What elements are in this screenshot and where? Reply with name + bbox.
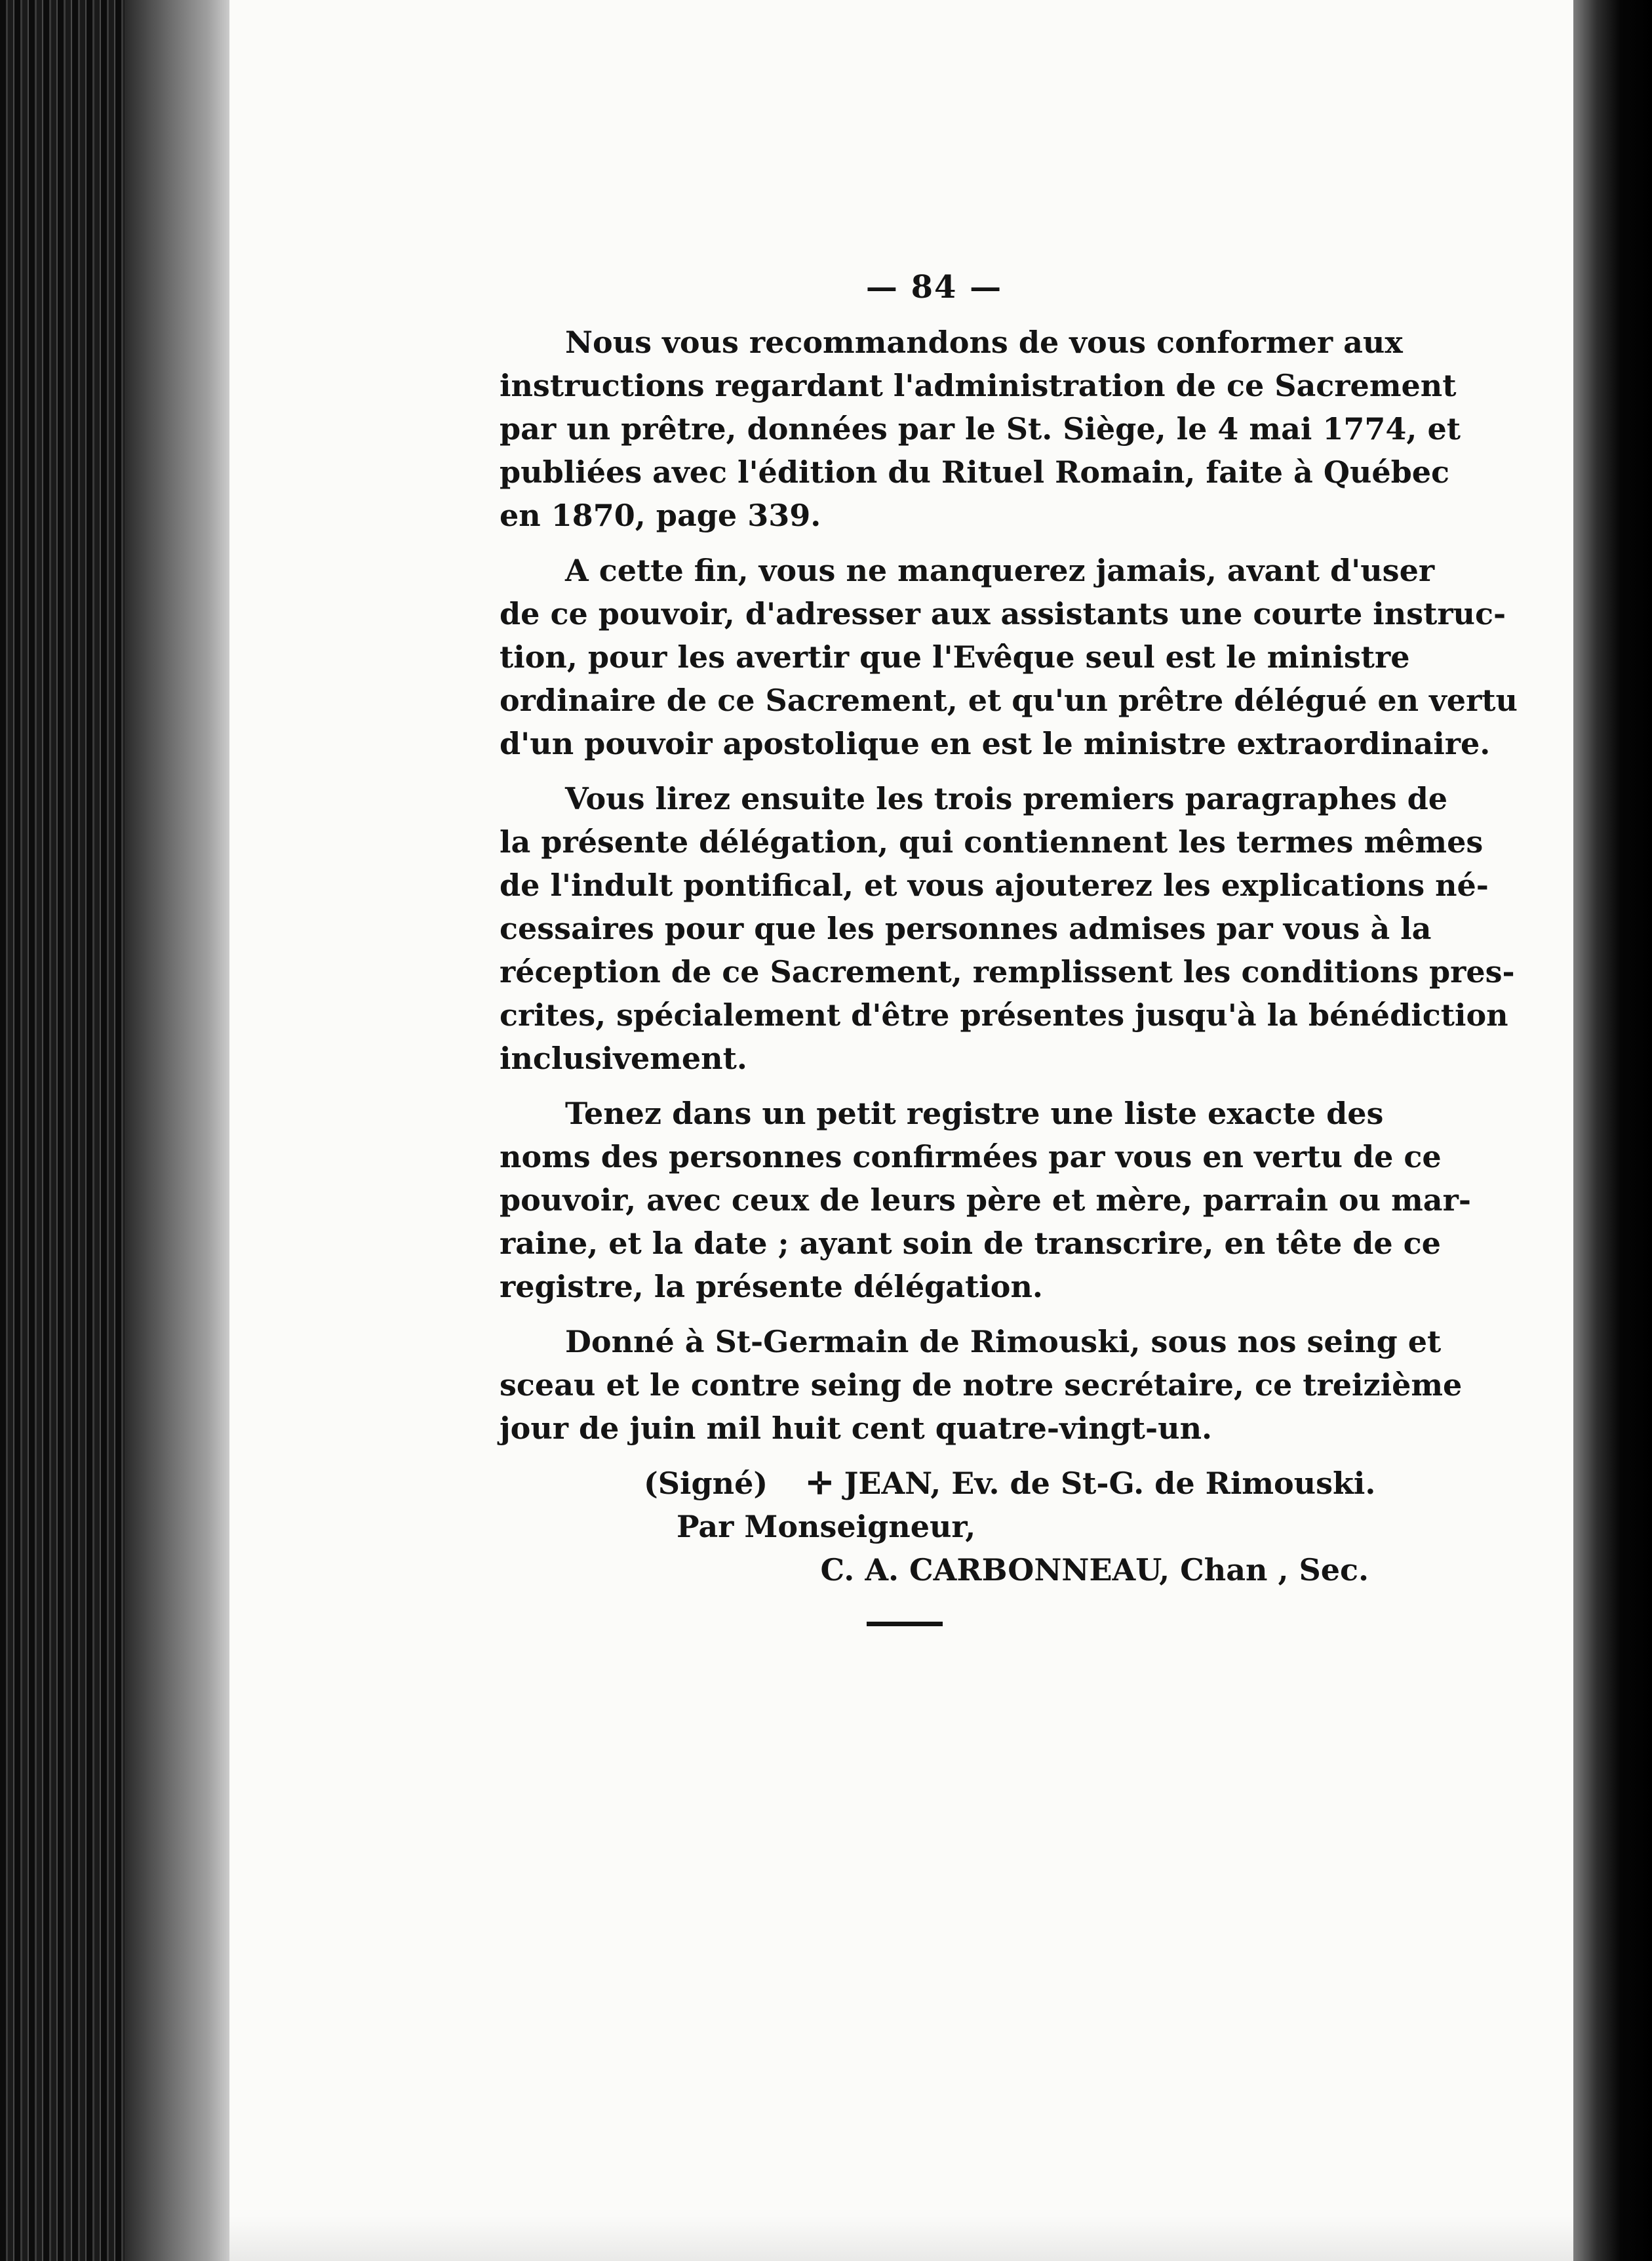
text-line: tion, pour les avertir que l'Evêque seul est le ministre — [500, 639, 1410, 675]
text-line: jour de juin mil huit cent quatre-vingt-un. — [500, 1411, 1213, 1446]
page-text-block — [500, 266, 1518, 1626]
text-line: de l'indult pontifical, et vous ajouterez les explications né- — [500, 868, 1489, 903]
page-number: — 84 — — [865, 269, 1003, 306]
signed-line — [500, 1462, 1376, 1505]
par-monseigneur: Par Monseigneur, — [677, 1509, 976, 1544]
paragraph-1 — [500, 321, 1461, 537]
paragraph-2 — [500, 549, 1518, 765]
closing-rule — [867, 1622, 943, 1626]
text-line: de ce pouvoir, d'adresser aux assistants une courte instruc- — [500, 596, 1506, 631]
paragraph-4 — [500, 1092, 1471, 1308]
text-line: en 1870, page 339. — [500, 498, 821, 533]
text-line: raine, et la date ; ayant soin de transcrire, en tête de ce — [500, 1226, 1441, 1261]
text-line: pouvoir, avec ceux de leurs père et mère, parrain ou mar- — [500, 1182, 1471, 1218]
text-line: Donné à St-Germain de Rimouski, sous nos seing et — [565, 1324, 1442, 1359]
signed-label: (Signé) — [644, 1466, 768, 1501]
text-line: sceau et le contre seing de notre secrétaire, ce treizième — [500, 1367, 1463, 1403]
text-line: Nous vous recommandons de vous conformer aux — [565, 325, 1403, 360]
text-line: inclusivement. — [500, 1041, 747, 1076]
text-line: A cette fin, vous ne manquerez jamais, avant d'user — [565, 553, 1435, 588]
text-line: réception de ce Sacrement, remplissent les conditions pres- — [500, 954, 1515, 990]
text-line: registre, la présente délégation. — [500, 1269, 1043, 1304]
paragraph-5 — [500, 1320, 1463, 1450]
text-line: ordinaire de ce Sacrement, et qu'un prêtre délégué en vertu — [500, 683, 1518, 718]
cross-icon: ✛ — [807, 1466, 833, 1501]
text-line: d'un pouvoir apostolique en est le ministre extraordinaire. — [500, 726, 1491, 761]
paragraph-3 — [500, 777, 1515, 1080]
text-line: la présente délégation, qui contiennent les termes mêmes — [500, 824, 1484, 860]
page-stack-shadow — [125, 0, 236, 2261]
text-line: cessaires pour que les personnes admises par vous à la — [500, 911, 1432, 946]
signature-block — [500, 1462, 1376, 1626]
text-line: crites, spécialement d'être présentes jusqu'à la bénédiction — [500, 997, 1508, 1033]
text-line: instructions regardant l'administration de ce Sacrement — [500, 368, 1457, 403]
text-line: Tenez dans un petit registre une liste exacte des — [565, 1096, 1384, 1131]
bishop-signature: JEAN, Ev. de St-G. de Rimouski. — [844, 1466, 1376, 1501]
page-bottom-shade — [229, 2216, 1573, 2261]
secretary-signature: C. A. CARBONNEAU, Chan , Sec. — [820, 1552, 1369, 1588]
text-line: Vous lirez ensuite les trois premiers paragraphes de — [565, 781, 1448, 816]
text-line: publiées avec l'édition du Rituel Romain, faite à Québec — [500, 454, 1450, 490]
right-binding-edge — [1573, 0, 1652, 2261]
text-line: noms des personnes confirmées par vous en vertu de ce — [500, 1139, 1442, 1174]
text-line: par un prêtre, données par le St. Siège, le 4 mai 1774, et — [500, 411, 1461, 447]
